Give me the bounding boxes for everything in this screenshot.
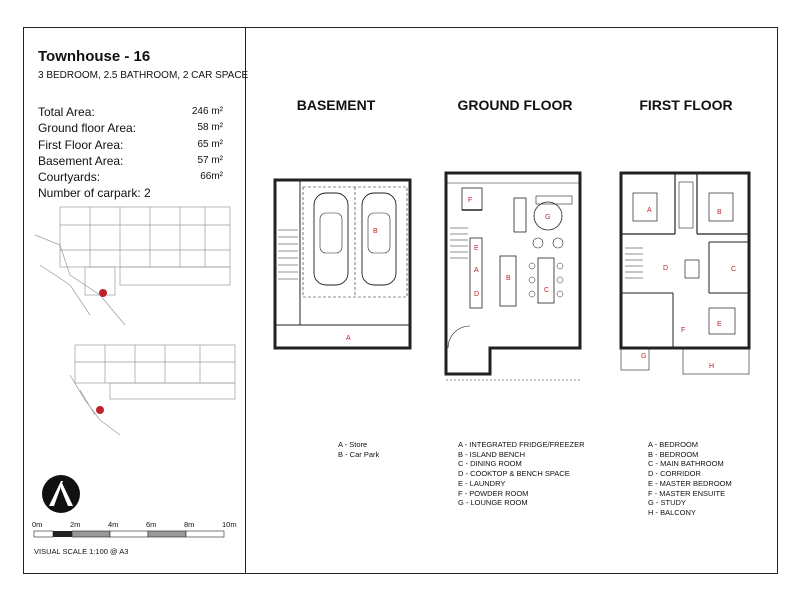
scale-bar [34, 530, 234, 540]
area-value: 58 m² [197, 122, 223, 134]
area-row [38, 185, 223, 201]
scale-caption: VISUAL SCALE 1:100 @ A3 [34, 547, 129, 556]
legend-item: C - MAIN BATHROOM [648, 459, 724, 469]
ground-floor-legend [458, 440, 585, 508]
area-label: Basement Area: [38, 153, 124, 168]
legend-item: F - POWDER ROOM [458, 488, 529, 498]
area-value: 246 m² [191, 106, 223, 117]
area-label: Ground floor Area: [38, 121, 137, 136]
plan-label: B [717, 209, 722, 216]
area-value: 57 m² [197, 154, 223, 166]
plan-label: F [468, 197, 473, 204]
plan-label: A [346, 335, 351, 342]
area-label: Courtyards: [38, 170, 101, 185]
plan-label: E [717, 321, 722, 328]
area-row [38, 137, 223, 153]
north-arrow-icon [40, 473, 82, 515]
area-row [38, 153, 223, 169]
area-row [38, 120, 223, 136]
legend-item: B - ISLAND BENCH [458, 449, 526, 459]
legend-item: B - Car Park [338, 449, 380, 459]
plan-label: H [709, 363, 715, 370]
legend-item: G - STUDY [648, 498, 686, 508]
plan-label: C [544, 287, 550, 294]
plan-label: E [474, 245, 479, 252]
basement-legend [338, 440, 379, 459]
legend-item: G - LOUNGE ROOM [458, 498, 528, 508]
legend-item: A - BEDROOM [648, 440, 699, 449]
legend-item: E - LAUNDRY [458, 478, 506, 488]
ground-floor-plan [438, 168, 588, 383]
legend-item: A - Store [338, 440, 368, 449]
site-location-marker [96, 406, 104, 414]
plan-label: G [545, 214, 551, 221]
site-plan-lower [40, 340, 240, 440]
scale-tick-label: 10m [222, 520, 237, 529]
legend-item: F - MASTER ENSUITE [648, 488, 726, 498]
plan-label: A [647, 207, 652, 214]
legend-item: D - CORRIDOR [648, 469, 701, 479]
scale-tick-label: 6m [146, 520, 157, 529]
townhouse-subtitle: 3 BEDROOM, 2.5 BATHROOM, 2 CAR SPACE [38, 70, 249, 81]
plan-label: C [731, 266, 737, 273]
scale-tick-label: 2m [70, 520, 81, 529]
legend-item: D - COOKTOP & BENCH SPACE [458, 469, 570, 479]
plan-label: F [681, 327, 686, 334]
area-schedule [38, 104, 223, 202]
scale-tick-label: 4m [108, 520, 119, 529]
legend-item: H - BALCONY [648, 507, 696, 517]
area-value: 65 m² [197, 138, 223, 150]
plan-label: D [474, 291, 480, 298]
scale-tick-label: 0m [32, 520, 43, 529]
basement-plan [270, 175, 415, 355]
first-floor-title: FIRST FLOOR [639, 97, 733, 113]
panel-divider [245, 27, 246, 574]
plan-label: D [663, 265, 669, 272]
first-floor-plan [613, 168, 758, 393]
plan-label: G [641, 353, 647, 360]
legend-item: A - INTEGRATED FRIDGE/FREEZER [458, 440, 585, 449]
scale-tick-label: 8m [184, 520, 195, 529]
first-floor-legend [648, 440, 732, 518]
site-plan-upper [30, 205, 240, 335]
legend-item: B - BEDROOM [648, 449, 699, 459]
site-location-marker [99, 289, 107, 297]
area-label: Number of carpark: 2 [38, 186, 151, 201]
ground-floor-title: GROUND FLOOR [457, 97, 573, 113]
basement-title: BASEMENT [296, 97, 376, 113]
area-row [38, 104, 223, 120]
area-label: Total Area: [38, 105, 95, 119]
townhouse-title: Townhouse - 16 [38, 48, 151, 65]
plan-label: A [474, 267, 479, 274]
plan-label: B [506, 275, 511, 282]
plan-label: B [373, 228, 378, 235]
area-value: 66m² [200, 171, 223, 183]
legend-item: C - DINING ROOM [458, 459, 522, 469]
area-row [38, 169, 223, 185]
area-label: First Floor Area: [38, 137, 124, 152]
legend-item: E - MASTER BEDROOM [648, 478, 732, 488]
